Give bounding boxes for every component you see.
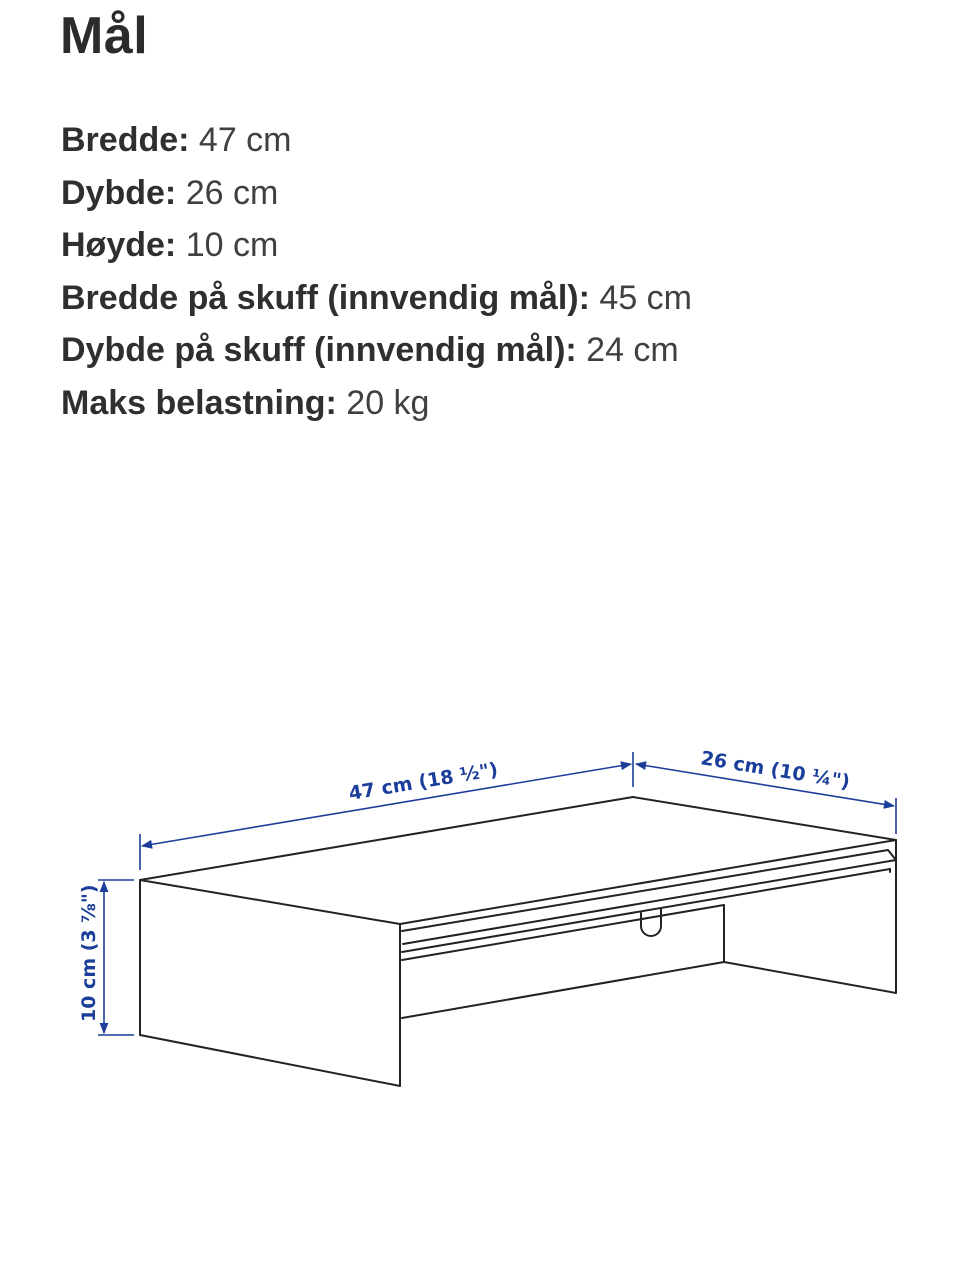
spec-label: Dybde: [61, 173, 177, 212]
spec-value: 45 cm [599, 278, 692, 317]
depth-dimension-label: 26 cm (10 ¼") [699, 747, 852, 794]
stand-top-surface [140, 797, 896, 924]
drawer-handle-notch [641, 909, 661, 936]
spec-value: 10 cm [185, 226, 279, 264]
spec-value: 47 cm [198, 121, 292, 159]
page-title: Mål [60, 7, 149, 65]
spec-value: 24 cm [586, 331, 679, 369]
spec-label: Maks belastning: [61, 383, 337, 422]
width-dimension-label: 47 cm (18 ½") [347, 758, 500, 805]
drawer-base [402, 962, 724, 1018]
drawer-bottom-rail [402, 905, 724, 960]
spec-value: 20 kg [346, 383, 430, 422]
height-dimension-label: 10 cm (3 ⅞") [78, 884, 100, 1022]
spec-label: Høyde: [61, 226, 177, 264]
stand-left-leg [140, 880, 400, 1086]
spec-value: 26 cm [185, 173, 279, 212]
spec-label: Bredde: [61, 121, 190, 159]
monitor-stand-outline [140, 797, 896, 1086]
spec-label: Bredde på skuff (innvendig mål): [61, 278, 590, 317]
spec-label: Dybde på skuff (innvendig mål): [61, 331, 577, 369]
stand-right-leg [724, 860, 896, 993]
drawer-front-top [402, 850, 896, 944]
